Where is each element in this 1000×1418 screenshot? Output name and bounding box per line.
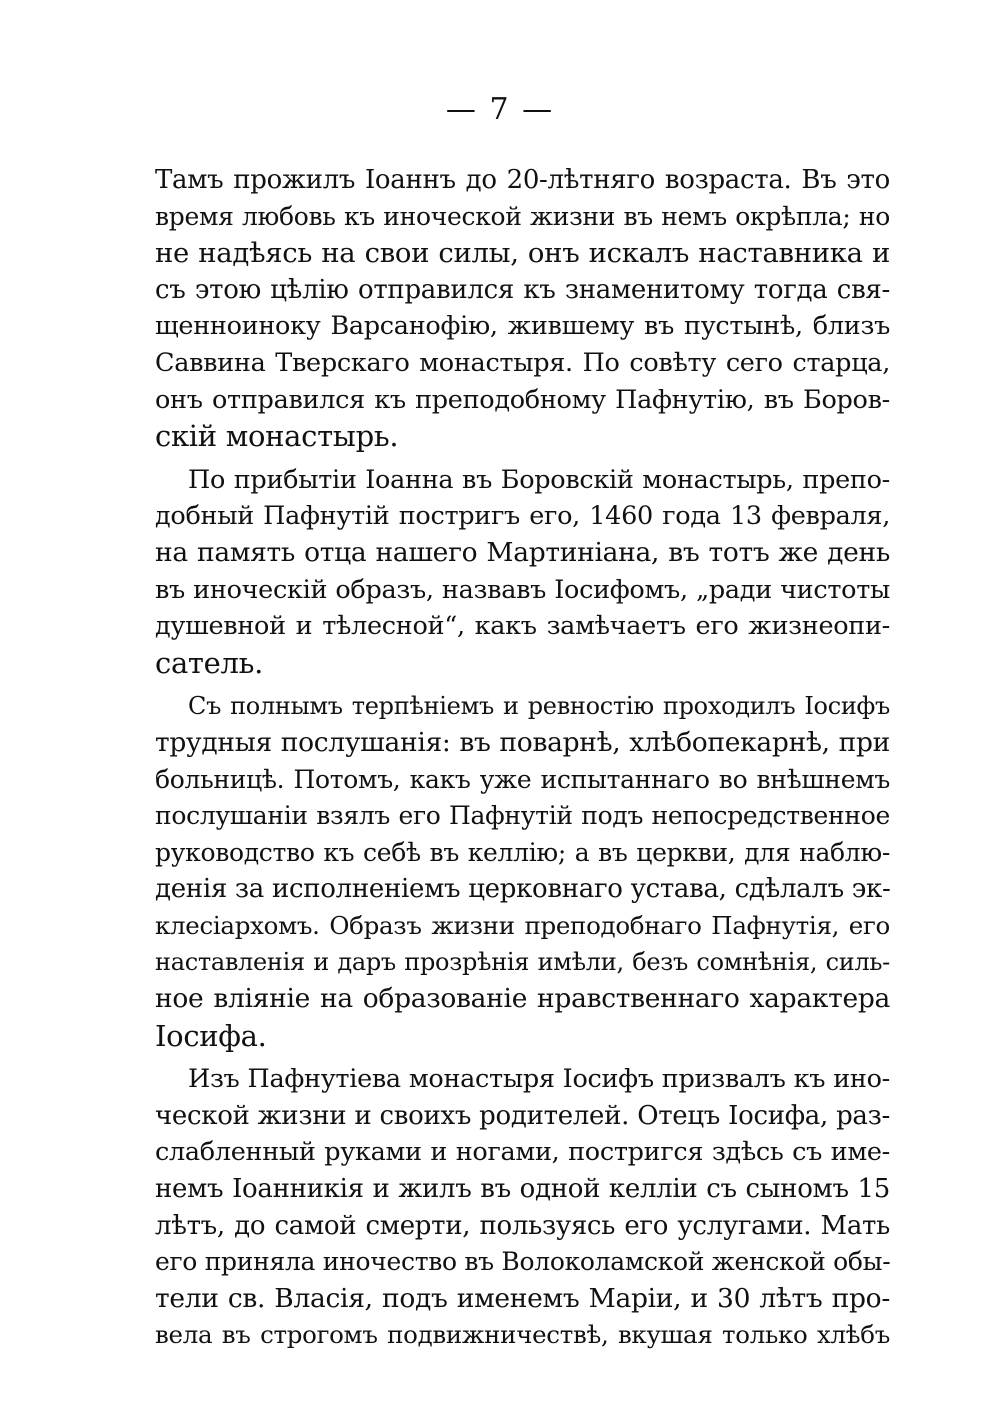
text-line: немъ Іоанникія и жилъ въ одной келліи съ сыномъ 15 [155, 1174, 890, 1205]
text-line: руководство къ себѣ въ келлію; а въ церкви, для наблю- [155, 837, 890, 867]
text-line: послушаніи взялъ его Пафнутій подъ непосредственное [155, 801, 890, 831]
text-line: Іосифа. [155, 1018, 267, 1053]
text-line: его приняла иночество въ Волоколамской женской обы- [155, 1247, 890, 1277]
text-line: съ этою цѣлію отправился къ знаменитому тогда свя- [155, 274, 890, 305]
text-line: сатель. [155, 645, 264, 680]
text-line: щенноиноку Варсанофію, жившему въ пустынѣ, близъ [155, 311, 890, 342]
text-line: наставленія и даръ прозрѣнія имѣли, безъ сомнѣнія, силь- [155, 948, 890, 977]
text-line: Изъ Пафнутіева монастыря Іосифъ призвалъ къ ино- [188, 1064, 890, 1095]
text-line: клесіархомъ. Образъ жизни преподобнаго Пафнутія, его [155, 910, 890, 940]
paragraph [155, 688, 890, 1054]
text-line: скій монастырь. [155, 419, 399, 454]
text-line: онъ отправился къ преподобному Пафнутію, въ Боров- [155, 384, 890, 415]
paragraph [155, 462, 890, 682]
text-line: трудныя послушанія: въ поварнѣ, хлѣбопекарнѣ, при [155, 726, 890, 758]
text-line: Съ полнымъ терпѣніемъ и ревностію проходилъ Іосифъ [188, 692, 890, 721]
paragraph [155, 1061, 890, 1354]
text-line: ческой жизни и своихъ родителей. Отецъ Іосифа, раз- [155, 1100, 890, 1131]
text-line: денія за исполненіемъ церковнаго устава, сдѣлалъ эк- [155, 874, 890, 905]
text-line: добный Пафнутій постригъ его, 1460 года 13 февраля, [155, 501, 890, 532]
text-line: больницѣ. Потомъ, какъ уже испытаннаго во внѣшнемъ [155, 764, 890, 794]
text-line: время любовь къ иноческой жизни въ немъ окрѣпла; но [155, 201, 890, 231]
text-line: лѣтъ, до самой смерти, пользуясь его услугами. Мать [155, 1210, 890, 1241]
text-line: Тамъ прожилъ Іоаннъ до 20-лѣтняго возраста. Въ это [155, 165, 890, 195]
text-line: въ иноческій образъ, назвавъ Іосифомъ, „ради чистоты [155, 574, 890, 605]
text-line: тели св. Власія, подъ именемъ Маріи, и 30 лѣтъ про- [155, 1282, 890, 1314]
text-line: слабленный руками и ногами, постригся здѣсь съ име- [155, 1137, 890, 1168]
page-number: — 7 — [445, 92, 555, 127]
text-line: вела въ строгомъ подвижничествѣ, вкушая только хлѣбъ [155, 1320, 890, 1350]
text-line: Саввина Тверскаго монастыря. По совѣту сего старца, [155, 347, 890, 378]
text-line: душевной и тѣлесной“, какъ замѣчаетъ его жизнеопи- [155, 611, 890, 642]
text-line: не надѣясь на свои силы, онъ искалъ наставника и [155, 237, 890, 270]
text-line: на память отца нашего Мартиніана, въ тотъ же день [155, 536, 890, 568]
text-line: По прибытіи Іоанна въ Боровскій монастырь, препо- [188, 464, 890, 495]
paragraph [155, 162, 890, 455]
text-line: ное вліяніе на образованіе нравственнаго характера [155, 983, 890, 1015]
body-text [155, 162, 890, 1354]
